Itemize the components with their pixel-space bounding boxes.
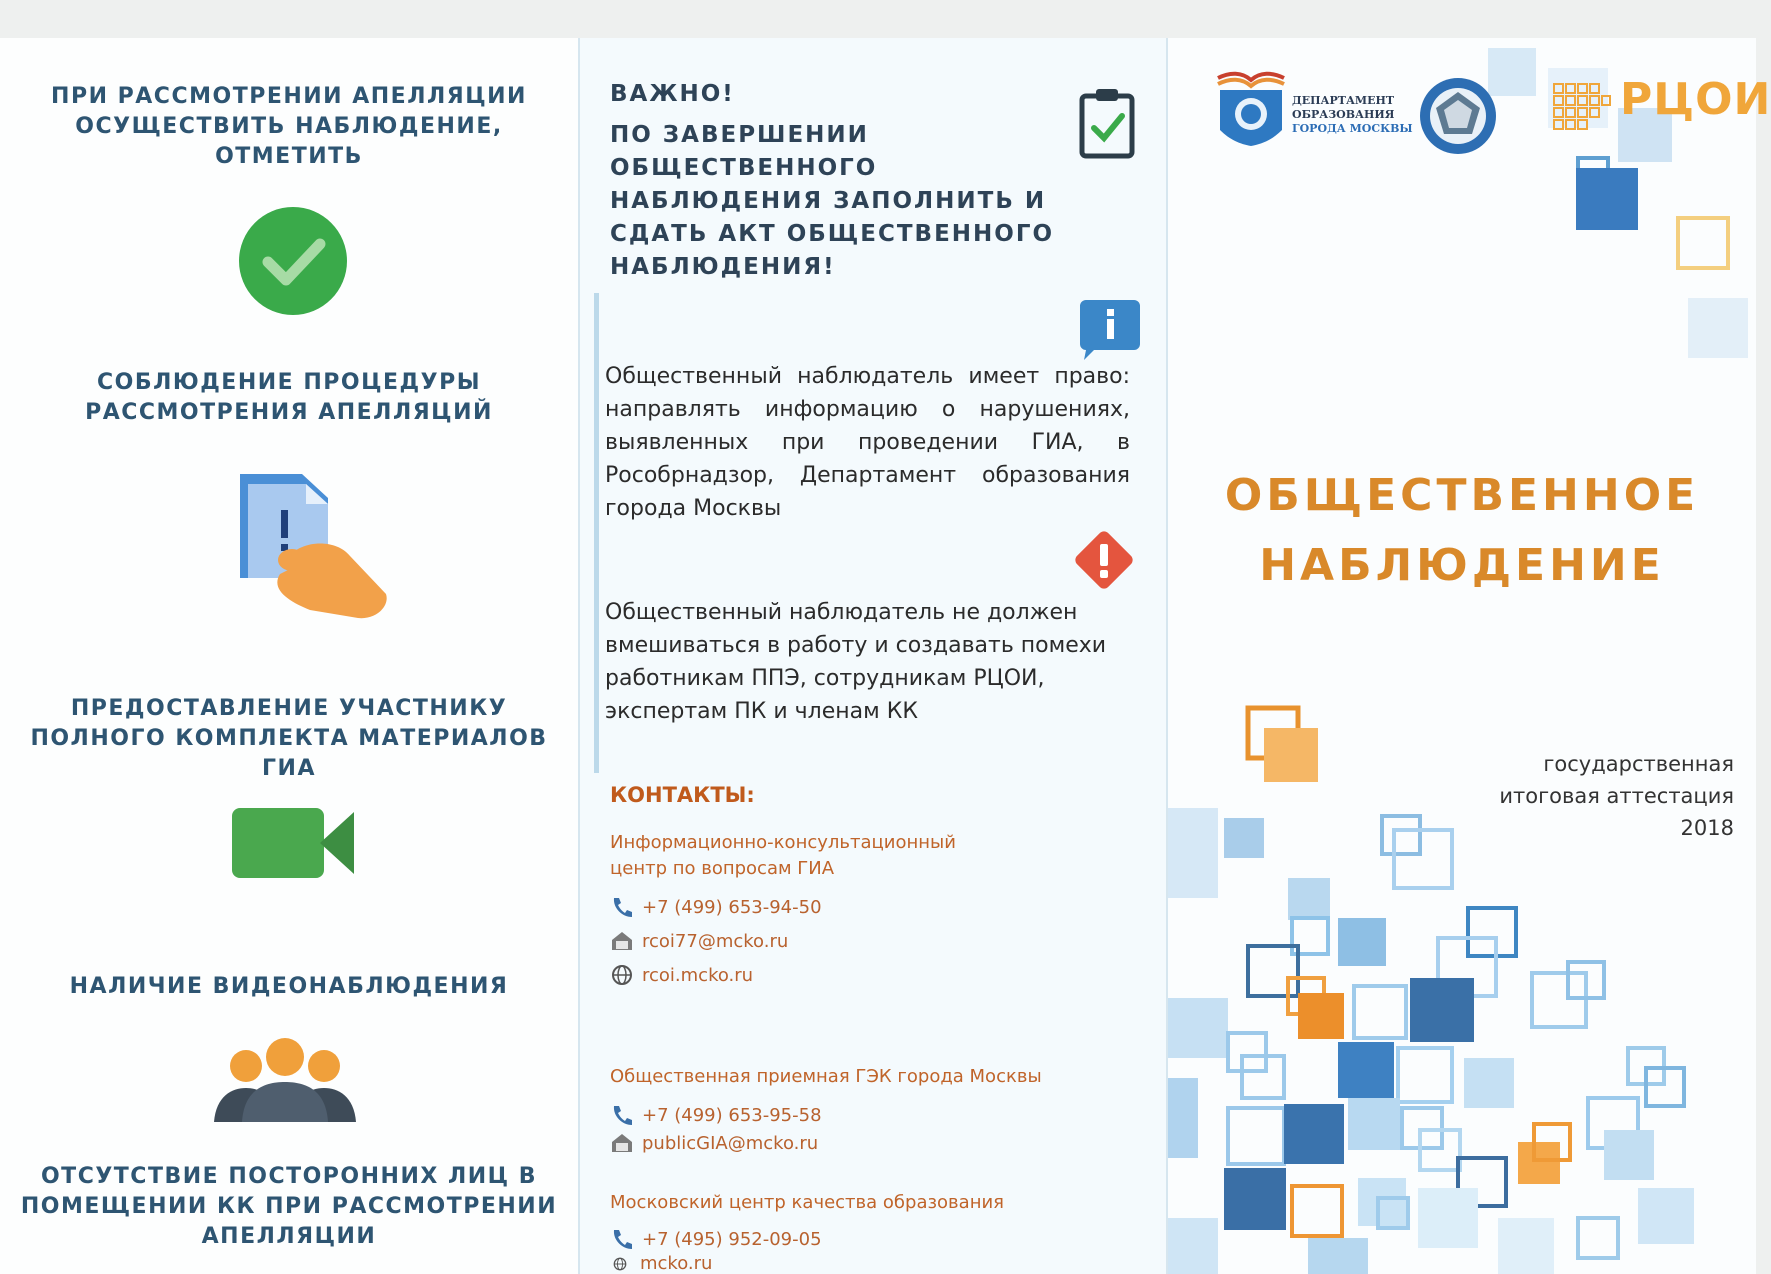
- video-camera-icon: [232, 804, 354, 886]
- dept-line3: ГОРОДА МОСКВЫ: [1292, 122, 1413, 135]
- restriction-text: Общественный наблюдатель не должен вмешиваться в работу и создавать помехи работникам ППЭ, сотрудникам РЦОИ, экспертам ПК и членам КК: [605, 600, 1107, 724]
- rights-text: Общественный наблюдатель имеет право: направлять информацию о нарушениях, выявленных при проведении ГИА, в Рособрнадзор, Департамент образования города Москвы: [605, 364, 1130, 521]
- people-group-icon: [212, 1038, 358, 1126]
- org-gek-phone[interactable]: +7 (499) 653-95-58: [642, 1104, 822, 1126]
- item-materials-label: ПРЕДОСТАВЛЕНИЕ УЧАСТНИКУ ПОЛНОГО КОМПЛЕКТА МАТЕРИАЛОВ ГИА: [30, 696, 548, 781]
- subtitle-line2: итоговая аттестация: [1499, 784, 1734, 808]
- info-bubble-icon: [1080, 300, 1140, 366]
- subtitle-line1: государственная: [1543, 752, 1734, 776]
- org-icc-site[interactable]: rcoi.mcko.ru: [642, 964, 754, 986]
- document-hand-icon: [240, 474, 390, 634]
- org-icc-name: Информационно-консультационный центр по вопросам ГИА: [610, 832, 956, 879]
- dept-education-logo-text: [1292, 94, 1413, 136]
- item-outsiders-label: ОТСУТСТВИЕ ПОСТОРОННИХ ЛИЦ В ПОМЕЩЕНИИ КК ПРИ РАССМОТРЕНИИ АПЕЛЛЯЦИИ: [20, 1164, 558, 1249]
- contact-row: [610, 930, 788, 952]
- org-mcko-site[interactable]: mcko.ru: [640, 1253, 713, 1274]
- contacts-title: КОНТАКТЫ:: [610, 783, 755, 807]
- phone-icon: [610, 1228, 634, 1250]
- rcoi-grid-icon: [1552, 82, 1612, 142]
- item-procedure-label: СОБЛЮДЕНИЕ ПРОЦЕДУРЫ РАССМОТРЕНИЯ АПЕЛЛЯЦИЙ: [85, 370, 493, 425]
- dept-line2: ОБРАЗОВАНИЯ: [1292, 108, 1395, 121]
- decorative-squares: [1168, 38, 1756, 1274]
- subtitle-year: 2018: [1680, 816, 1734, 840]
- contact-row: [610, 1104, 822, 1126]
- org-gek-name: Общественная приемная ГЭК города Москвы: [610, 1066, 1042, 1087]
- clipboard-check-icon: [1078, 86, 1138, 164]
- org-mcko-name: Московский центр качества образования: [610, 1192, 1004, 1213]
- warning-diamond-icon: [1070, 526, 1138, 598]
- important-block: [610, 78, 1150, 284]
- left-panel: [0, 38, 578, 1274]
- mcko-seal-icon: [1418, 76, 1498, 160]
- subtitle-block: [1499, 748, 1734, 844]
- important-text: ПО ЗАВЕРШЕНИИ ОБЩЕСТВЕННОГО НАБЛЮДЕНИЯ ЗАПОЛНИТЬ И СДАТЬ АКТ ОБЩЕСТВЕННОГО НАБЛЮДЕНИЯ!: [610, 122, 1055, 280]
- accent-bar: [594, 293, 599, 773]
- contact-row: [610, 964, 753, 986]
- org-icc-phone[interactable]: +7 (499) 653-94-50: [642, 896, 822, 918]
- phone-icon: [610, 1104, 634, 1126]
- org-gek-email[interactable]: publicGIA@mcko.ru: [642, 1132, 819, 1154]
- globe-icon: [610, 964, 634, 986]
- left-panel-header: ПРИ РАССМОТРЕНИИ АПЕЛЛЯЦИИ ОСУЩЕСТВИТЬ НАБЛЮДЕНИЕ, ОТМЕТИТЬ: [51, 84, 527, 169]
- phone-icon: [610, 896, 634, 918]
- mail-house-icon: [610, 930, 634, 952]
- org-mcko-phone[interactable]: +7 (495) 952-09-05: [642, 1228, 822, 1250]
- globe-icon: [608, 1257, 632, 1271]
- dept-line1: ДЕПАРТАМЕНТ: [1292, 94, 1395, 107]
- brochure-sheet: [0, 38, 1771, 1274]
- rcoi-logo-text: РЦОИ: [1620, 74, 1771, 125]
- item-video-label: НАЛИЧИЕ ВИДЕОНАБЛЮДЕНИЯ: [69, 974, 509, 999]
- brochure-title-line2: НАБЛЮДЕНИЕ: [1259, 540, 1665, 591]
- right-panel: [1166, 38, 1771, 1274]
- brochure-title-line1: ОБЩЕСТВЕННОЕ: [1224, 470, 1700, 521]
- middle-panel: [578, 38, 1168, 1274]
- mail-house-icon: [610, 1132, 634, 1154]
- contact-row: [610, 896, 822, 918]
- important-title: ВАЖНО!: [610, 81, 735, 107]
- org-icc-email[interactable]: rcoi77@mcko.ru: [642, 930, 789, 952]
- check-circle-icon: [238, 206, 348, 320]
- dept-education-logo-icon: [1216, 70, 1286, 150]
- contact-row: [610, 1132, 818, 1154]
- contact-row: [608, 1253, 713, 1274]
- contact-row: [610, 1228, 822, 1250]
